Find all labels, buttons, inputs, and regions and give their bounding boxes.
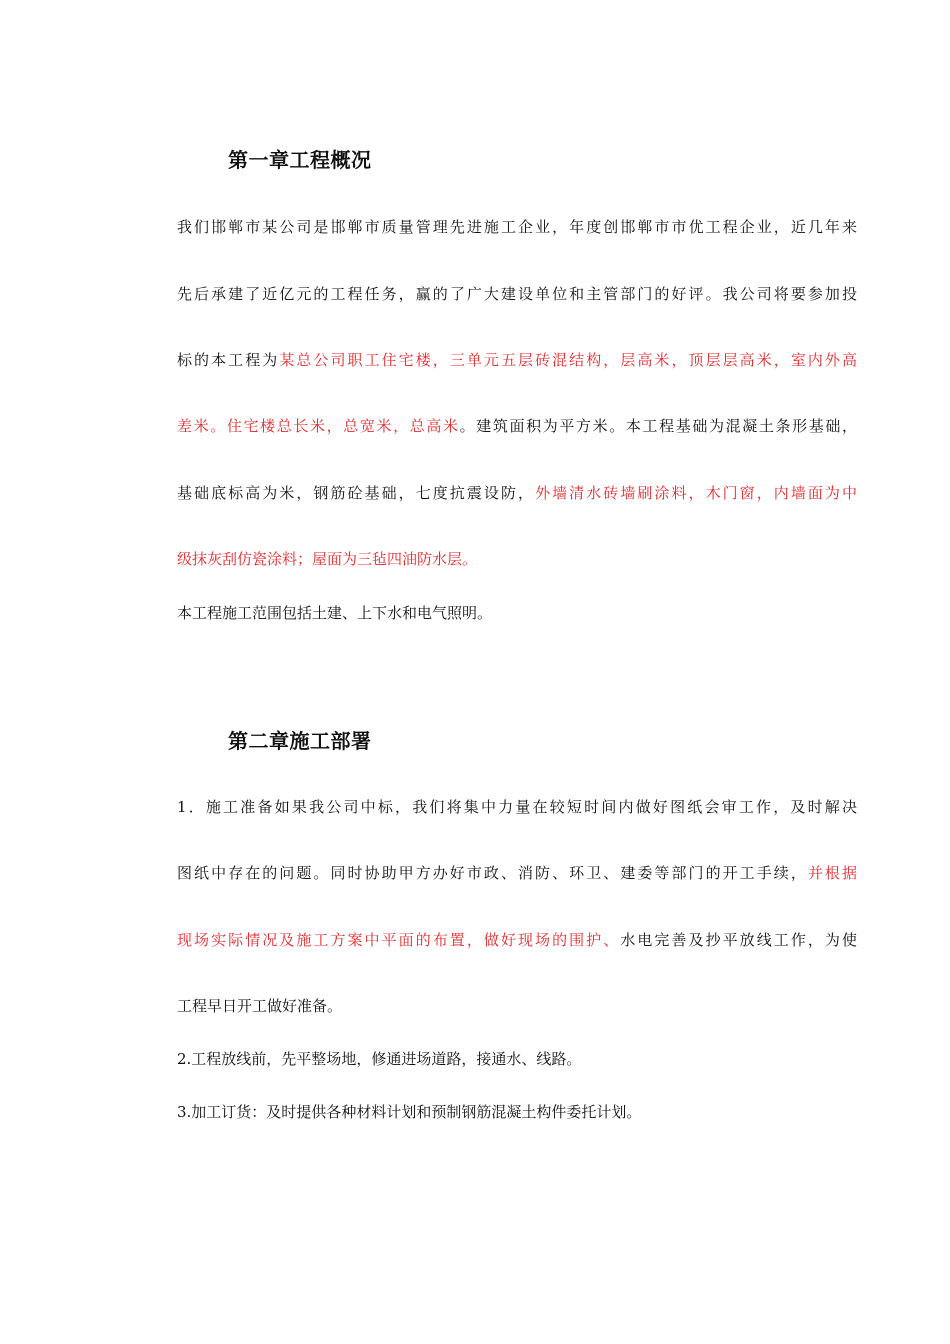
chapter-1-title: 第一章工程概况 [228,148,372,172]
chapter-2-line-4: 工程早日开工做好准备。 [177,997,343,1015]
chapter-2-line-1: 1．施工准备如果我公司中标，我们将集中力量在较短时间内做好图纸会审工作，及时解决 [177,798,857,816]
chapter-2-line-5: 2.工程放线前，先平整场地，修通进场道路，接通水、线路。 [177,1050,582,1068]
chapter-1-line-5: 基础底标高为米，钢筋砼基础，七度抗震设防，外墙清水砖墙刷涂料，木门窗，内墙面为中 [177,484,857,502]
chapter-1-line-6: 级抹灰刮仿瓷涂料；屋面为三毡四油防水层。 [177,550,478,568]
chapter-1-line-2: 先后承建了近亿元的工程任务，赢的了广大建设单位和主管部门的好评。我公司将要参加投 [177,285,857,303]
chapter-2-line-2: 图纸中存在的问题。同时协助甲方办好市政、消防、环卫、建委等部门的开工手续，并根据 [177,864,857,882]
chapter-1-line-3: 标的本工程为某总公司职工住宅楼，三单元五层砖混结构，层高米，顶层层高米，室内外高 [177,351,857,369]
chapter-1-line-1: 我们邯郸市某公司是邯郸市质量管理先进施工企业，年度创邯郸市市优工程企业，近几年来 [177,218,857,236]
chapter-2-line-3: 现场实际情况及施工方案中平面的布置，做好现场的围护、水电完善及抄平放线工作，为使 [177,931,857,949]
chapter-2-line-6: 3.加工订货：及时提供各种材料计划和预制钢筋混凝土构件委托计划。 [177,1103,642,1121]
chapter-2-title: 第二章施工部署 [228,729,372,753]
chapter-1-line-4: 差米。住宅楼总长米，总宽米，总高米。建筑面积为平方米。本工程基础为混凝土条形基础， [177,417,857,435]
chapter-1-line-7: 本工程施工范围包括土建、上下水和电气照明。 [177,604,493,622]
